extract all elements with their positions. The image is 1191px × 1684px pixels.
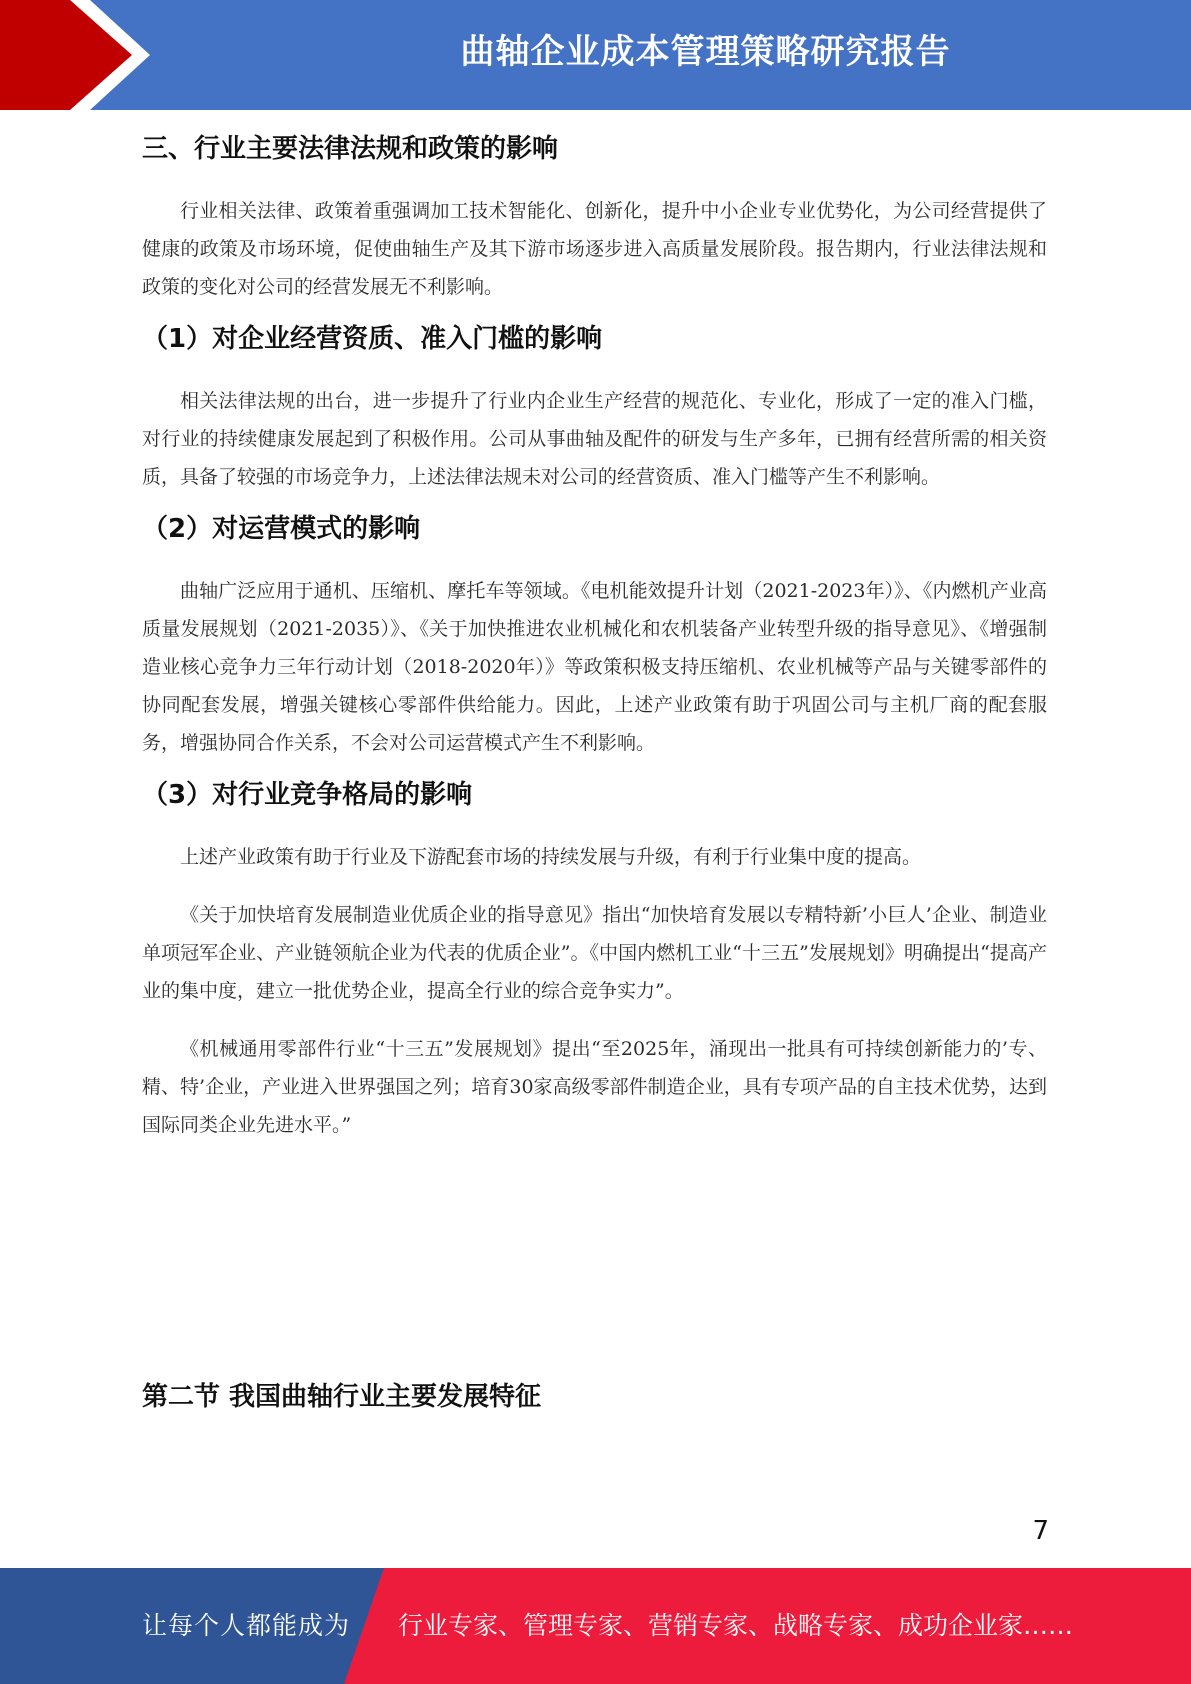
report-title: 曲轴企业成本管理策略研究报告 xyxy=(460,32,951,72)
subsection-3-paragraph-1: 上述产业政策有助于行业及下游配套市场的持续发展与升级，有利于行业集中度的提高。 xyxy=(180,846,922,868)
footer-slogan-right: 行业专家、管理专家、营销专家、战略专家、成功企业家…… xyxy=(398,1611,1074,1640)
footer-slogan-left: 让每个人都能成为 xyxy=(142,1611,351,1640)
subsection-3-paragraph-3: 《机械通用零部件行业“十三五”发展规划》提出“至2025年，涌现出一批具有可持续创新能力的’专、精、特’企业，产业进入世界强国之列；培育30家高级零部件制造企业，具有专项产品的自主技术优势，达到国际同类企业先进水平。” xyxy=(142,1038,1047,1136)
footer-banner xyxy=(0,1568,1191,1684)
subsection-2-paragraph: 曲轴广泛应用于通机、压缩机、摩托车等领域。《电机能效提升计划（2021-2023年）》、《内燃机产业高质量发展规划（2021-2035）》、《关于加快推进农业机械化和农机装备产业转型升级的指导意见》、《增强制造业核心竞争力三年行动计划（2018-2020年）》等政策积极支持压缩机、农业机械等产品与关键零部件的协同配套发展，增强关键核心零部件供给能力。因此，上述产业政策有助于巩固公司与主机厂商的配套服务，增强协同合作关系，不会对公司运营模式产生不利影响。 xyxy=(142,580,1047,754)
section-heading: 三、行业主要法律法规和政策的影响 xyxy=(142,134,559,164)
subsection-3-paragraph-2: 《关于加快培育发展制造业优质企业的指导意见》指出“加快培育发展以专精特新’小巨人’企业、制造业单项冠军企业、产业链领航企业为代表的优质企业”。《中国内燃机工业“十三五”发展规划》明确提出“提高产业的集中度，建立一批优势企业，提高全行业的综合竞争实力”。 xyxy=(142,904,1047,1002)
section-intro-paragraph: 行业相关法律、政策着重强调加工技术智能化、创新化，提升中小企业专业优势化，为公司经营提供了健康的政策及市场环境，促使曲轴生产及其下游市场逐步进入高质量发展阶段。报告期内，行业法律法规和政策的变化对公司的经营发展无不利影响。 xyxy=(142,200,1047,298)
subsection-heading-1: （1）对企业经营资质、准入门槛的影响 xyxy=(142,324,603,354)
chapter-heading: 第二节 我国曲轴行业主要发展特征 xyxy=(142,1382,542,1412)
header-banner xyxy=(0,0,1191,110)
document-body xyxy=(142,130,1047,1144)
subsection-heading-2: （2）对运营模式的影响 xyxy=(142,514,421,544)
page-number: 7 xyxy=(1032,1516,1049,1546)
subsection-heading-3: （3）对行业竞争格局的影响 xyxy=(142,780,473,810)
subsection-1-paragraph: 相关法律法规的出台，进一步提升了行业内企业生产经营的规范化、专业化，形成了一定的准入门槛，对行业的持续健康发展起到了积极作用。公司从事曲轴及配件的研发与生产多年，已拥有经营所需的相关资质，具备了较强的市场竞争力，上述法律法规未对公司的经营资质、准入门槛等产生不利影响。 xyxy=(142,390,1047,488)
